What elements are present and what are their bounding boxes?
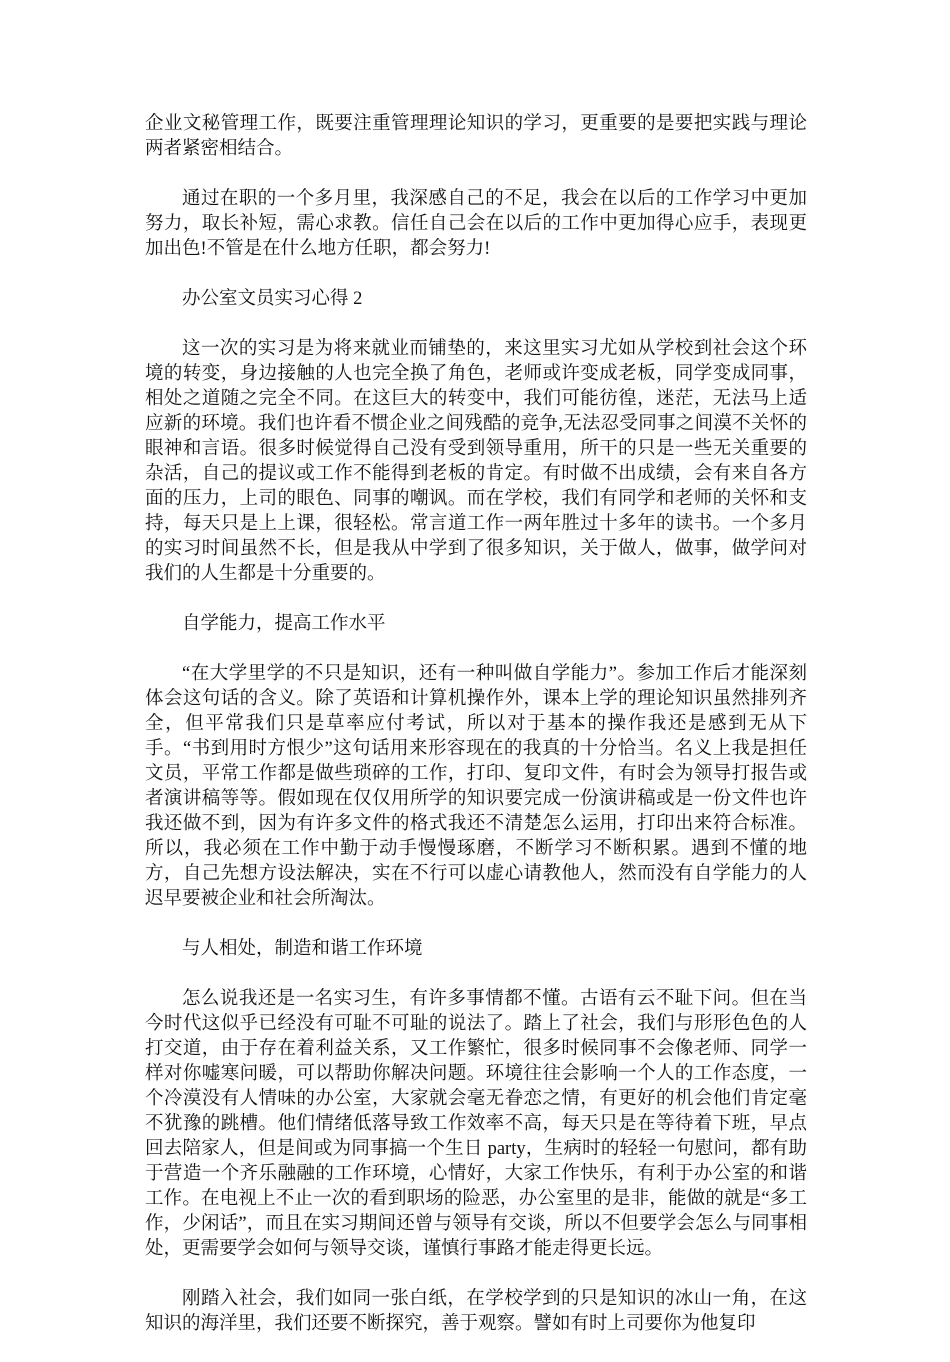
section-heading-relationships: 与人相处，制造和谐工作环境 bbox=[182, 939, 423, 959]
paragraph-transition: 这一次的实习是为将来就业而铺垫的，来这里实习尤如从学校到社会这个环境的转变，身边接触的人也完全换了角色，老师或许变成老板，同学变成同事，相处之道随之完全不同。在这巨大的转变中，我们可能彷徨，迷茫，无法马上适应新的环境。我们也许看不惯企业之间残酷的竞争,无法忍受同事之间漠不关怀的眼神和言语。很多时候觉得自己没有受到领导重用，所干的只是一些无关重要的杂活，自己的提议或工作不能得到老板的肯定。有时做不出成绩，会有来自各方面的压力，上司的眼色、同事的嘲讽。而在学校，我们有同学和老师的关怀和支持，每天只是上上课，很轻松。常言道工作一两年胜过十多年的读书。一个多月的实习时间虽然不长，但是我从中学到了很多知识，关于做人，做事，做学问对我们的人生都是十分重要的。 bbox=[145, 339, 807, 584]
section-title-internship-2: 办公室文员实习心得 2 bbox=[182, 289, 363, 309]
paragraph-new-to-society: 刚踏入社会，我们如同一张白纸，在学校学到的只是知识的冰山一角，在这知识的海洋里，我们还要不断探究，善于观察。譬如有时上司要你为他复印 bbox=[145, 1289, 807, 1334]
document-body bbox=[145, 112, 807, 1362]
paragraph-self-learning: “在大学里学的不只是知识，还有一种叫做自学能力”。参加工作后才能深刻体会这句话的含义。除了英语和计算机操作外，课本上学的理论知识虽然排列齐全，但平常我们只是草率应付考试，所以对于基本的操作我还是感到无从下手。“书到用时方恨少”这句话用来形容现在的我真的十分恰当。名义上我是担任文员，平常工作都是做些琐碎的工作，打印、复印文件，有时会为领导打报告或者演讲稿等等。假如现在仅仅用所学的知识要完成一份演讲稿或是一份文件也许我还做不到，因为有许多文件的格式我还不清楚怎么运用，打印出来符合标准。所以，我必须在工作中勤于动手慢慢琢磨，不断学习不断积累。遇到不懂的地方，自己先想方设法解决，实在不行可以虚心请教他人，然而没有自学能力的人迟早要被企业和社会所淘汰。 bbox=[145, 664, 807, 909]
section-heading-self-learning: 自学能力，提高工作水平 bbox=[182, 614, 386, 634]
paragraph-intro-continuation: 企业文秘管理工作，既要注重管理理论知识的学习，更重要的是要把实践与理论两者紧密相结合。 bbox=[145, 114, 807, 159]
paragraph-relationships: 怎么说我还是一名实习生，有许多事情都不懂。古语有云不耻下问。但在当今时代这似乎已经没有可耻不可耻的说法了。踏上了社会，我们与形形色色的人打交道，由于存在着利益关系，又工作繁忙，很多时候同事不会像老师、同学一样对你嘘寒问暖，可以帮助你解决问题。环境往往会影响一个人的工作态度，一个冷漠没有人情味的办公室，大家就会毫无眷恋之情，有更好的机会他们肯定毫不犹豫的跳槽。他们情绪低落导致工作效率不高，每天只是在等待着下班，早点回去陪家人，但是间或为同事搞一个生日 party，生病时的轻轻一句慰问，都有助于营造一个齐乐融融的工作环境，心情好，大家工作快乐，有利于办公室的和谐工作。在电视上不止一次的看到职场的险恶，办公室里的是非，能做的就是“多工作，少闲话”，而且在实习期间还曾与领导有交谈，所以不但要学会怎么与同事相处，更需要学会如何与领导交谈，谨慎行事路才能走得更长远。 bbox=[145, 989, 807, 1259]
paragraph-self-reflection: 通过在职的一个多月里，我深感自己的不足，我会在以后的工作学习中更加努力，取长补短，需心求教。信任自己会在以后的工作中更加得心应手，表现更加出色!不管是在什么地方任职，都会努力! bbox=[145, 189, 807, 259]
